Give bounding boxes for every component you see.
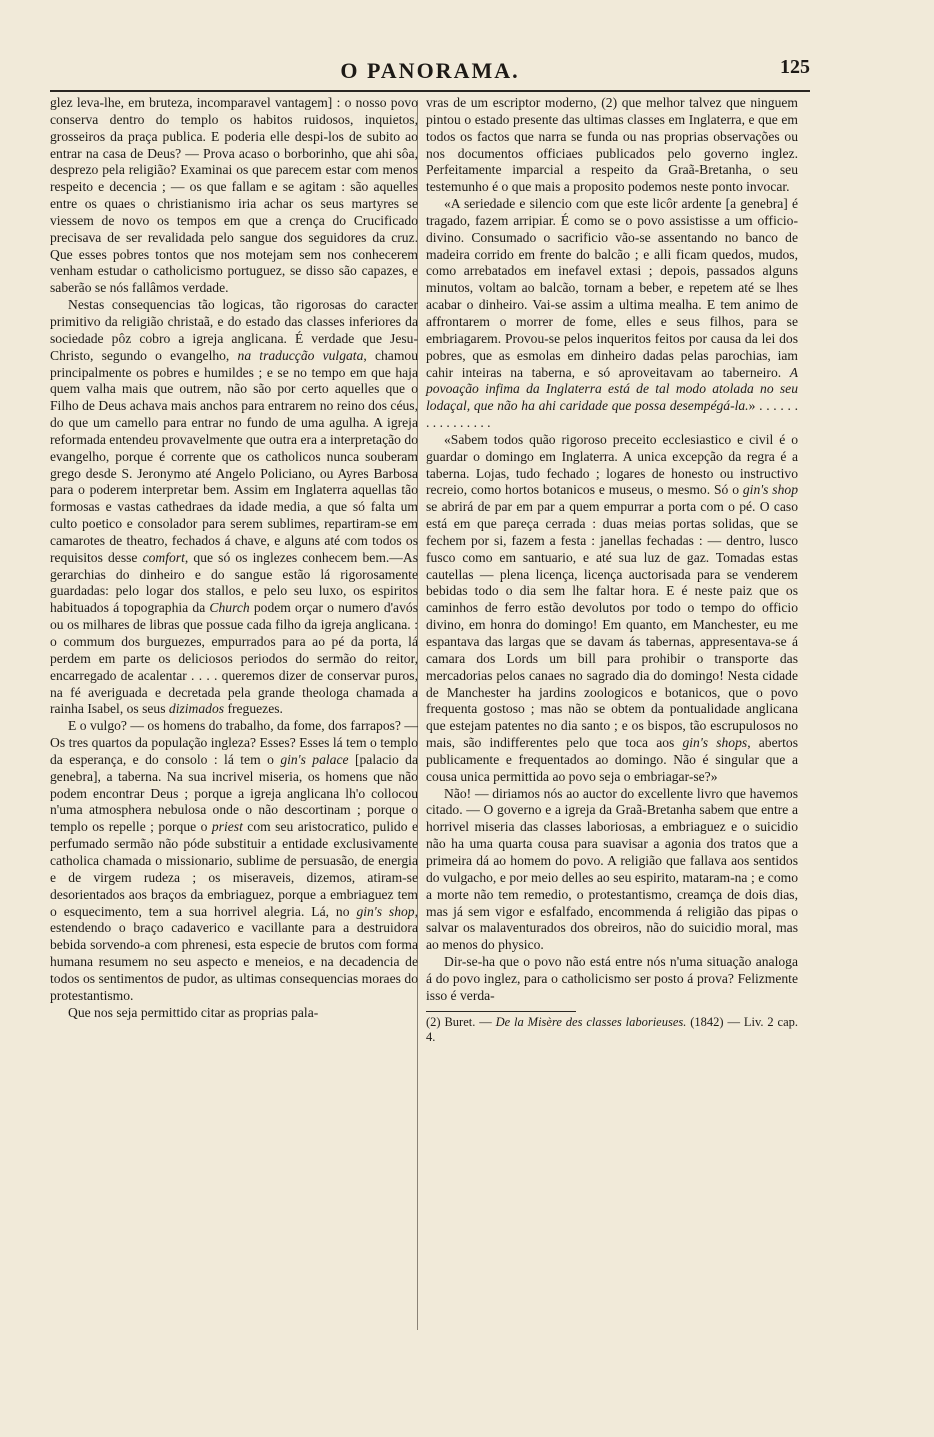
journal-title: O PANORAMA. <box>340 58 520 83</box>
paragraph: Não! — diriamos nós ao auctor do excellente livro que havemos citado. — O governo e a igreja da Graã-Bretanha sabem que entre a horrivel miseria das classes laboriosas, a embriaguez e o suicidio não ha uma quarta cousa para suavisar a agonia dos tratos que a primeira dá ao homem do povo. A religião que fallava aos sentidos do vulgacho, e por meio delles ao seu espirito, mataram-na ; e como a morte não tem remedio, o protestantismo, creamça de dois dias, mas já sem vigor e esfalfado, encommenda á religião das pipas o salvar os malaventurados dos obreiros, não do suicidio moral, mas ao menos do physico. <box>426 785 798 953</box>
paragraph: vras de um escriptor moderno, (2) que melhor talvez que ninguem pintou o estado presente das ultimas classes em Inglaterra, e que em todos os factos que narra se funda ou nas proprias observações ou nos documentos officiaes publicados pelo governo inglez. Perfeitamente imparcial a respeito da Graã-Bretanha, o seu testemunho é o que mais a proposito podemos neste ponto invocar. <box>426 95 798 195</box>
footnote-rule <box>426 1011 576 1012</box>
paragraph: E o vulgo? — os homens do trabalho, da fome, dos farrapos? — Os tres quartos da população ingleza? Esses? Esses lá tem o templo da esperança, e do consolo : lá tem o gin's palace [palacio da genebra], a taberna. Na sua incrivel miseria, os homens que não podem encontrar Deus ; porque a igreja anglicana lh'o collocou n'uma atmosphera nebulosa onde o não descortinam ; porque o templo os repelle ; porque o priest com seu aristocratico, pulido e perfumado sermão não póde substituir a entidade exclusivamente catholica chamada o missionario, sublime de persuasão, de energia e de virgem rudeza ; os miseraveis, dizemos, atiram-se desorientados aos braços da embriaguez, porque a embriaguez tem o esquecimento, tem a sua horrivel alegria. Lá, no gin's shop, estendendo o braço cadaverico e vacillante para a destruidora bebida sorvendo-a com phrenesi, esta especie de brutos com forma humana resumem no seu aspecto e meneios, e na decadencia de todos os sentimentos de pudor, as ultimas consequencias moraes do protestantismo. <box>50 718 419 1003</box>
paragraph: glez leva-lhe, em bruteza, incomparavel vantagem] : o nosso povo conserva dentro do templo os habitos ruidosos, inquietos, grosseiros da praça publica. E poderia elle despi-los de subito ao entrar na casa de Deus? — Prova acaso o borborinho, que ahi sôa, desprezo pela religião? Examinai os que parecem estar com menos respeito e decencia ; — os que fallam e se agitam : são aquelles entre os quaes o christianismo iria achar os seus martyres se viessem de novo os tempos em que a crença do Crucificado precisava de ser revalidada pelo sangue dos seguidores da cruz. Que esses pobres tontos que nos motejam sem nos conhecerem venham estudar o catholicismo portuguez, se disso são capazes, e saberão se nós fallâmos verdade. <box>50 95 418 296</box>
paragraph: «A seriedade e silencio com que este licôr ardente [a genebra] é tragado, fazem arripiar. É como se o povo assistisse a um officio-divino. Consumado o sacrificio vão-se assentando no banco de madeira corrido em frente do balcão ; e alli ficam quedos, mudos, como arrebatados em inefavel extasi ; depois, passados alguns minutos, voltam ao balcão, tornam a beber, e repetem até se lhes acabar o dinheiro. Vai-se assim a ultima mealha. E tem animo de affrontarem o morrer de fome, elles e seus filhos, para se embriagarem. Provou-se pelos inqueritos feitos por causa da lei dos pobres, que as esmolas em dinheiro dadas pelas parochias, iam cahir inteiras na taberna, e só aproveitavam ao taberneiro. A povoação infima da Inglaterra está de tal modo atolada no seu lodaçal, que não ha ahi caridade que possa desempégá-la.» . . . . . . . . . . . . . . . . <box>426 196 798 431</box>
header-rule <box>50 90 810 92</box>
page-header <box>50 58 810 86</box>
footnote: (2) Buret. — De la Misère des classes laborieuses. (1842) — Liv. 2 cap. 4. <box>426 1014 798 1044</box>
paragraph: Que nos seja permittido citar as proprias pala- <box>68 1004 319 1020</box>
right-column <box>426 95 798 1045</box>
left-column <box>50 95 418 1021</box>
page-number: 125 <box>780 56 810 78</box>
paragraph: Nestas consequencias tão logicas, tão rigorosas do caracter primitivo da religião christaã, e do estado das classes inferiores da sociedade pôz cobro a igreja anglicana. É verdade que Jesu-Christo, segundo o evangelho, na traducção vulgata, chamou principalmente os pobres e humildes ; e se no tempo em que haja quem valha mais que outrem, não são por certo aquelles que o Filho de Deus achava mais anchos para entrarem no reino dos céus, do que um camello para entrar no fundo de uma agulha. A igreja reformada entendeu provavelmente que outra era a interpretação do evangelho, porque é corrente que os catholicos nunca souberam grego desde S. Jeronymo até Angelo Policiano, ou Ayres Barbosa para o poderem interpretar bem. Assim em Inglaterra aquellas tão formosas e vastas cathedraes da idade media, a que só falta um culto poetico e consolador para serem sublimes, repartiram-se em camarotes de theatro, fechados á chave, e alguns até com todos os requisitos desse comfort, que só os inglezes conhecem bem.—As gerarchias do dinheiro e do sangue estão lá rigorosamente guardadas: pelo logar dos stallos, e pelo seu luxo, os espiritos habituados á topographia da Church podem orçar o numero d'avós ou os milhares de libras que possue cada filho da igreja anglicana. : o commum dos burguezes, empurrados para ao pé da porta, lá perdem em parte os deliciosos periodos do sermão do reitor, encarregado de acalentar . . . . queremos dizer de conservar puros, na fé averiguada e decretada pela grande theologa chamada a rainha Isabel, os seus dizimados freguezes. <box>50 297 418 717</box>
paragraph: «Sabem todos quão rigoroso preceito ecclesiastico e civil é o guardar o domingo em Inglaterra. A unica excepção da regra é a taberna. Lojas, tudo fechado ; logares de honesto ou instructivo recreio, como hortos botanicos e museus, o mesmo. Só o gin's shop se abrirá de par em par a quem empurrar a porta com o pé. O caso está em que pareça cerrada : duas meias portas solidas, que se fechem por si, fazem a festa : janellas fechadas : — dentro, lusco fusco como em santuario, e até sua luz de gaz. Tomadas estas cautellas — plena licença, licença auctorisada para se venderem bebidas todo o dia sem lhe faltar hora. E é neste paiz que os caminhos de ferro estão devolutos por todo o tempo do officio divino, em honra do domingo! Em quanto, em Manchester, eu me espantava das largas que se davam ás tabernas, appresentava-se á camara dos Lords um bill para prohibir o transporte das mercadorias pelos canaes no sagrado dia do domingo! Nesta cidade de Manchester ha jardins zoologicos e botanicos, que o povo frequenta gostoso ; mas não se obtem da pontualidade anglicana que estejam patentes no dia santo ; e os bispos, tão escrupulosos no mais, são indifferentes pelo que toca aos gin's shops, abertos publicamente e frequentados ao domingo. Não é singular que a cousa unica permittida ao povo seja o embriagar-se?» <box>426 431 798 784</box>
paragraph: Dir-se-ha que o povo não está entre nós n'uma situação analoga á do povo inglez, para o catholicismo ser posto á prova? Felizmente isso é verda- <box>426 954 798 1003</box>
